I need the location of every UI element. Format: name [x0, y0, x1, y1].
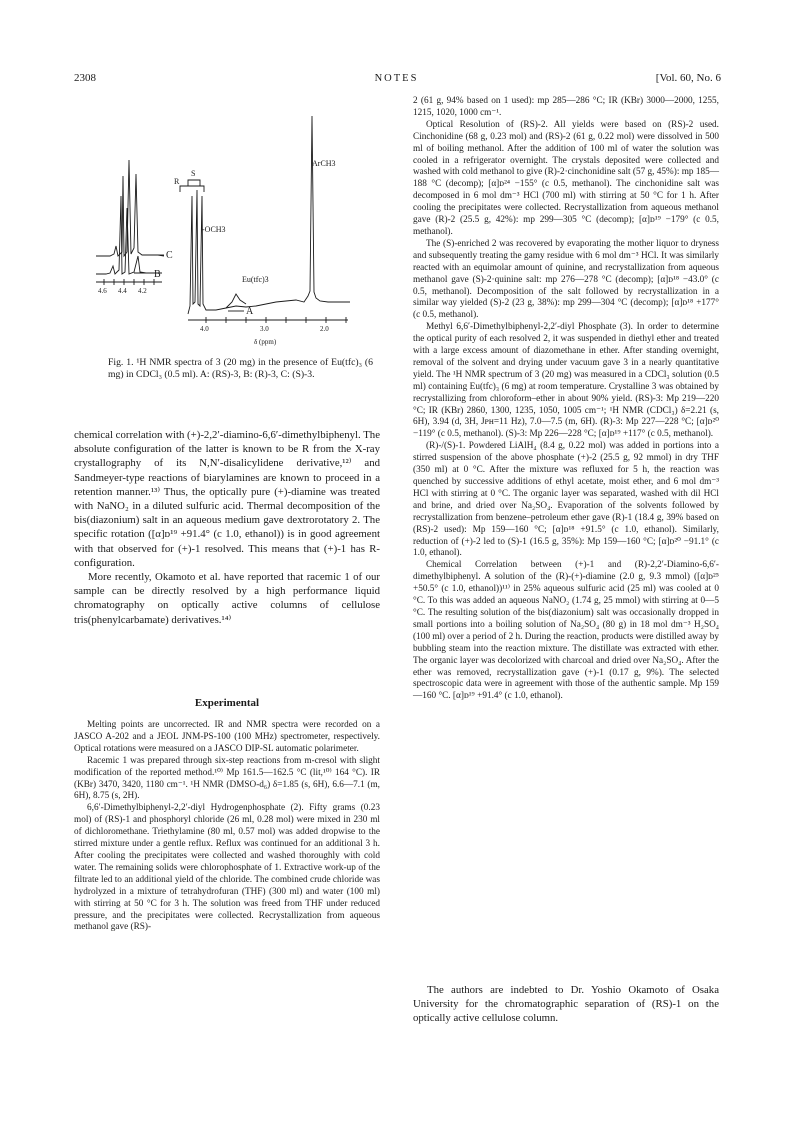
label-c: C	[166, 250, 173, 261]
page-number: 2308	[74, 72, 96, 84]
experimental-paragraph: 6,6′-Dimethylbiphenyl-2,2′-diyl Hydrogenphosphate (2). Fifty grams (0.23 mol) of (RS)-1 and phosphoryl chloride (26 ml, 0.28 mol) were mixed in 230 ml of dichloromethane. Triethylamine (80 ml, 0.57 mol) was added dropwise to the stirred mixture under a gentle reflux. Reflux was continued for an additional 3 h. After cooling the precipitates were collected and washed thoroughly with cold water. The remaining solids were chlorophosphate of 1. Extractive work-up of the filtrate led to an additional yield of the chloride. The combined crude chloride was hydrolyzed in a mixture of tetrahydrofuran (THF) (300 ml) and water (100 ml) with stirring at 50 °C for 3 h. The solution was freed from THF under reduced pressure, and the precipitates were collected. Recrystallization from aqueous methanol gave (RS)-	[74, 803, 380, 933]
experimental-paragraph: 2 (61 g, 94% based on 1 used): mp 285—286 °C; IR (KBr) 3000—2000, 1255, 1215, 1020, 1000 cm⁻¹.	[413, 96, 719, 118]
experimental-section	[74, 720, 380, 934]
inset-tick-label: 4.4	[118, 287, 127, 295]
main-tick-label: 4.0	[200, 325, 209, 333]
inset-tick-label: 4.6	[98, 287, 107, 295]
label-a: A	[246, 306, 254, 317]
experimental-paragraph: Methyl 6,6′-Dimethylbiphenyl-2,2′-diyl Phosphate (3). In order to determine the optical purity of each resolved 2, it was suspended in diethyl ether and treated with a large excess amount of diazomethane in ether. After standing overnight, removal of the solvent and drying under vacuum gave 3 in a nearly quantitative yield. The ¹H NMR spectrum of 3 (20 mg) was measured in a CDCl₃ solution (0.5 ml) containing Eu(tfc)₃ (6 mg) at room temperature. Crystalline 3 was obtained by recrystallizing from chloroform–ether in about 90% yield. (RS)-3: Mp 219—220 °C; IR (KBr) 2860, 1300, 1235, 1050, 1005 cm⁻¹; ¹H NMR (CDCl₃) δ=2.21 (s, 6H), 3.94 (d, 3H, Jᴘʜ=11 Hz), 7.0—7.5 (m, 6H). (R)-3: Mp 227—228 °C; [α]ᴅ²⁰ −119° (c 0.5, methanol). (S)-3: Mp 226—228 °C; [α]ᴅ¹⁹ +117° (c 0.5, methanol).	[413, 322, 719, 440]
nmr-figure	[76, 96, 376, 358]
label-arch3: ArCH3	[312, 159, 336, 168]
section-title-experimental: Experimental	[194, 697, 260, 709]
main-tick-label: 3.0	[260, 325, 269, 333]
s-marker-bracket	[188, 180, 200, 186]
acknowledgement	[413, 983, 719, 1026]
right-column-body	[413, 96, 719, 703]
running-header-section: NOTES	[374, 73, 419, 84]
main-tick-label: 2.0	[320, 325, 329, 333]
main-trace-a	[188, 116, 350, 314]
label-s: S	[191, 169, 196, 178]
label-b: B	[154, 269, 161, 280]
journal-volume: [Vol. 60, No. 6	[655, 72, 721, 84]
experimental-paragraph: Racemic 1 was prepared through six-step reactions from m-cresol with slight modification of the reported method.¹⁰⁾ Mp 161.5—162.5 °C (lit,¹⁰⁾ 164 °C). IR (KBr) 3470, 3420, 1180 cm⁻¹. ¹H NMR (DMSO-d₆) δ=1.85 (s, 6H), 6.6—7.1 (m, 6H), 8.75 (s, 2H).	[74, 755, 380, 802]
left-column-body	[74, 428, 380, 627]
inset-tick-label: 4.2	[138, 287, 147, 295]
label-r: R	[174, 177, 180, 186]
experimental-paragraph: Optical Resolution of (RS)-2. All yields were based on (RS)-2 used. Cinchonidine (68 g, 0.23 mol) and (RS)-2 (61 g, 0.22 mol) were dissolved in 500 ml of boiling methanol. After the addition of 100 ml of water the solution was cooled in a refrigerator overnight. The crystals deposited were collected and washed with cold methanol to give (R)-2·cinchonidine salt (57 g, 45%): mp 185—188 °C (decomp); [α]ᴅ²⁴ −155° (c 0.5, methanol). The cinchonidine salt was decomposed in 6 mol dm⁻³ HCl (700 ml) with stirring at 50 °C for 1 h. After cooling the precipitates were collected. Recrystallization from aqueous methanol gave (R)-2 (25.5 g, 42%): mp 299—305 °C (decomp); [α]ᴅ¹⁹ −179° (c 0.5, methanol).	[413, 119, 719, 237]
figure-caption: Fig. 1. ¹H NMR spectra of 3 (20 mg) in the presence of Eu(tfc)₃ (6 mg) in CDCl₃ (0.5 ml). A: (RS)-3, B: (R)-3, C: (S)-3.	[108, 357, 373, 380]
experimental-paragraph: (R)-/(S)-1. Powdered LiAlH₄ (8.4 g, 0.22 mol) was added in portions into a stirred suspension of the above phosphate (+)-2 (25.5 g, 92 mmol) in dry THF (350 ml) at 0 °C. After the mixture was refluxed for 5 h, the reaction was quenched by successive additions of ethyl acetate, moist ether, and 6 mol dm⁻³ HCl with stirring at 0 °C. The organic layer was separated, washed with dil HCl and brine, and dried over Na₂SO₄. Evaporation of the solvents followed by recrystallization from benzene–petroleum ether gave (R)-1 (18.4 g, 39% based on (RS)-2 used): Mp 159—160 °C; [α]ᴅ¹⁸ +91.5° (c 1.0, ethanol). Similarly, reduction of (+)-2 led to (S)-1 (16.5 g, 35%): Mp 159—160 °C; [α]ᴅ²⁰ −91.1° (c 1.0, ethanol).	[413, 441, 719, 559]
inset-trace-b	[96, 196, 162, 274]
nmr-spectra-plot	[76, 96, 376, 358]
experimental-paragraph: Melting points are uncorrected. IR and NMR spectra were recorded on a JASCO A-202 and a JEOL JNM-PS-100 (100 MHz) spectrometer, respectively. Optical rotations were measured on a JASCO DIP-SL automatic polarimeter.	[74, 720, 380, 754]
body-paragraph: More recently, Okamoto et al. have reported that racemic 1 of our sample can be directly resolved by a high performance liquid chromatography on optically active columns of cellulose tris(phenylcarbamate) derivatives.¹⁴⁾	[74, 571, 380, 626]
r-marker-bracket	[180, 186, 204, 192]
experimental-paragraph: Chemical Correlation between (+)-1 and (R)-2,2′-Diamino-6,6′-dimethylbiphenyl. A solution of the (R)-(+)-diamine (2.0 g, 9.3 mmol) ([α]ᴅ²⁵ +50.5° (c 1.0, ethanol))¹¹⁾ in 25% aqueous sulfuric acid (25 ml) was cooled at 0 °C. To this was added an aqueous NaNO₂ (1.74 g, 25 mmol) with stirring at 0—5 °C. The resulting solution of the bis(diazonium) salt was occasionally dropped in small portions into a boiling solution of Na₂SO₄ (80 g) in 18 mol dm⁻³ H₂SO₄ (100 ml) over a period of 2 h. During the reaction, products were distilled away by bubbling steam into the reaction mixture. The distillate was extracted with ether. The organic layer was decolorized with charcoal and dried over Na₂SO₄. After the ether was removed, recrystallization gave (+)-1 (0.17 g, 9%). The selected spectroscopic data were in agreement with those of the authentic sample. Mp 159—160 °C. [α]ᴅ¹⁹ +91.4° (c 1.0, ethanol).	[413, 560, 719, 702]
label-och3: -OCH3	[202, 225, 226, 234]
axis-unit-label: δ (ppm)	[254, 338, 277, 346]
body-paragraph: chemical correlation with (+)-2,2′-diamino-6,6′-dimethylbiphenyl. The absolute configuration of the latter is known to be R from the X-ray crystallography of its N,N′-disalicylidene derivative,¹²⁾ and Sandmeyer-type reactions of biarylamines are known to proceed in a retention manner.¹³⁾ Thus, the optically pure (+)-diamine was treated with NaNO₂ in a diluted sulfuric acid. Thermal decomposition of the bis(diazonium) salt in an aqueous medium gave dextrorotatory 2. The specific rotation ([α]ᴅ¹⁹ +91.4° (c 1.0, ethanol)) is in good agreement with that observed for (+)-1 resolved. This means that (+)-1 has R-configuration.	[74, 429, 380, 569]
experimental-paragraph: The (S)-enriched 2 was recovered by evaporating the mother liquor to dryness and subsequently treating the gamy residue with 6 mol dm⁻³ HCl. It was similarly reacted with an equimolar amount of quinine, and recrystallization from aqueous methanol gave (S)-2·quinine salt: mp 276—278 °C (decomp); [α]ᴅ¹⁸ −43.0° (c 0.5, methanol). Decomposition of the salt followed by recrystallization in a similar way yielded (S)-2 (23 g, 38%): mp 299—304 °C (decomp); [α]ᴅ¹⁸ +177° (c 0.5, methanol).	[413, 238, 719, 321]
inset-trace-c	[96, 160, 164, 256]
acknowledgement-text: The authors are indebted to Dr. Yoshio Okamoto of Osaka University for the chromatographic separation of (RS)-1 on the optically active cellulose column.	[413, 984, 719, 1025]
label-eu-tfc: Eu(tfc)3	[242, 275, 269, 284]
